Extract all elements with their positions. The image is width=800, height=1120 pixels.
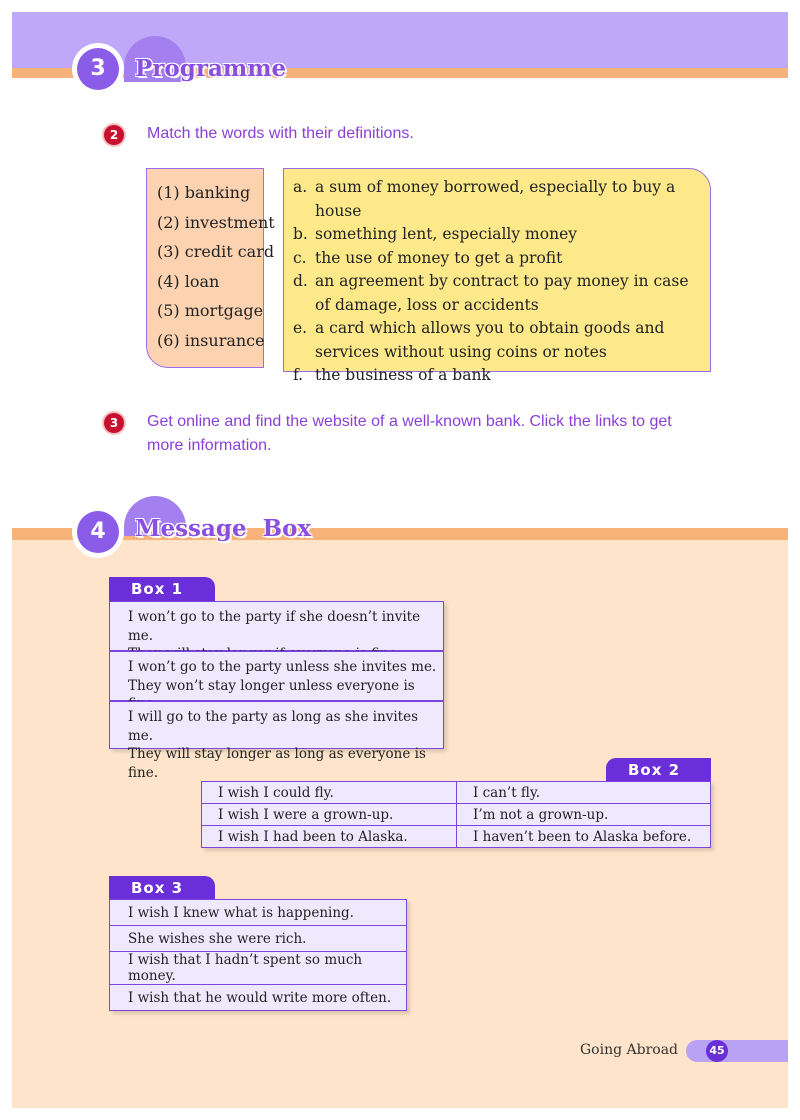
box-1-sentence: I won’t go to the party if she doesn’t invite me. — [128, 609, 421, 644]
definition-letter: f. — [293, 366, 304, 384]
table-row — [202, 826, 711, 848]
section-3-number-badge: 3 — [72, 43, 124, 95]
definition-item — [293, 317, 710, 364]
definition-item — [293, 364, 710, 388]
table-row — [202, 782, 711, 804]
box-3-sentence: She wishes she were rich. — [110, 926, 407, 952]
definition-letter: c. — [293, 248, 307, 267]
definition-letter: e. — [293, 319, 308, 337]
box-2-fact-cell: I’m not a grown-up. — [457, 804, 711, 826]
box-3-table — [109, 899, 407, 1011]
word-item: (1) banking — [157, 183, 251, 202]
table-row — [110, 900, 407, 926]
box-2-wish-cell: I wish I could fly. — [202, 782, 457, 804]
definition-item — [293, 176, 710, 223]
box-2-wish-cell: I wish I were a grown-up. — [202, 804, 457, 826]
box-3-label: Box 3 — [109, 876, 215, 900]
box-2-fact-cell: I haven’t been to Alaska before. — [457, 826, 711, 848]
box-2-wish-cell: I wish I had been to Alaska. — [202, 826, 457, 848]
table-row — [110, 926, 407, 952]
definition-letter: b. — [293, 225, 308, 243]
box-3-sentence: I wish that he would write more often. — [110, 985, 407, 1011]
box-2-table — [201, 781, 711, 848]
word-item: (4) loan — [157, 271, 220, 291]
box-1-label: Box 1 — [109, 577, 215, 601]
footer-unit-title: Going Abroad — [580, 1042, 679, 1058]
box-2-label: Box 2 — [606, 758, 711, 782]
definition-text: the business of a bank — [315, 366, 491, 384]
section-4-title: Message Box — [135, 515, 312, 542]
box-1-sentence: I will go to the party as long as she invites me. — [128, 709, 419, 744]
definition-letter: a. — [293, 178, 308, 196]
box-1-sentence: I won’t go to the party unless she invites me. — [128, 659, 437, 675]
box-1-row — [109, 651, 444, 701]
box-1-sentence: They will stay longer as long as everyone is fine. — [128, 746, 426, 781]
task-2-number-badge: 2 — [104, 125, 124, 145]
task-3-number-badge: 3 — [104, 413, 124, 433]
section-4-number-badge: 4 — [72, 506, 124, 558]
definition-item — [293, 270, 710, 317]
section-3-title: Programme — [135, 55, 287, 82]
word-item: (6) insurance — [157, 330, 265, 350]
definition-letter: d. — [293, 272, 308, 290]
word-item: (5) mortgage — [157, 301, 264, 320]
box-3-sentence: I wish I knew what is happening. — [110, 900, 407, 926]
word-item: (2) investment — [157, 212, 275, 232]
definition-text: something lent, especially money — [315, 225, 577, 243]
definition-text: a sum of money borrowed, especially to buy a house — [315, 178, 676, 220]
definition-text: the use of money to get a profit — [315, 248, 563, 267]
box-3-sentence: I wish that I hadn’t spent so much money. — [110, 952, 407, 985]
word-item: (3) credit card — [157, 242, 275, 261]
definition-text: a card which allows you to obtain goods and services without using coins or notes — [315, 319, 665, 361]
word-list-box — [146, 168, 275, 368]
box-2-fact-cell: I can’t fly. — [457, 782, 711, 804]
task-2-instruction: Match the words with their definitions. — [147, 125, 414, 142]
task-3-instruction: Get online and find the website of a well-known bank. Click the links to get more information. — [147, 413, 672, 454]
definition-text: an agreement by contract to pay money in case of damage, loss or accidents — [315, 272, 689, 314]
definition-list-box — [283, 168, 711, 384]
table-row — [110, 985, 407, 1011]
definition-item — [293, 247, 710, 271]
footer-bar — [686, 1040, 788, 1062]
table-row — [110, 952, 407, 985]
table-row — [202, 804, 711, 826]
box-1-row — [109, 701, 444, 781]
page-number: 45 — [706, 1040, 728, 1062]
box-1-sentence: They won’t stay longer unless everyone is — [128, 677, 415, 694]
definition-item — [293, 223, 710, 247]
box-1-row — [109, 601, 444, 651]
